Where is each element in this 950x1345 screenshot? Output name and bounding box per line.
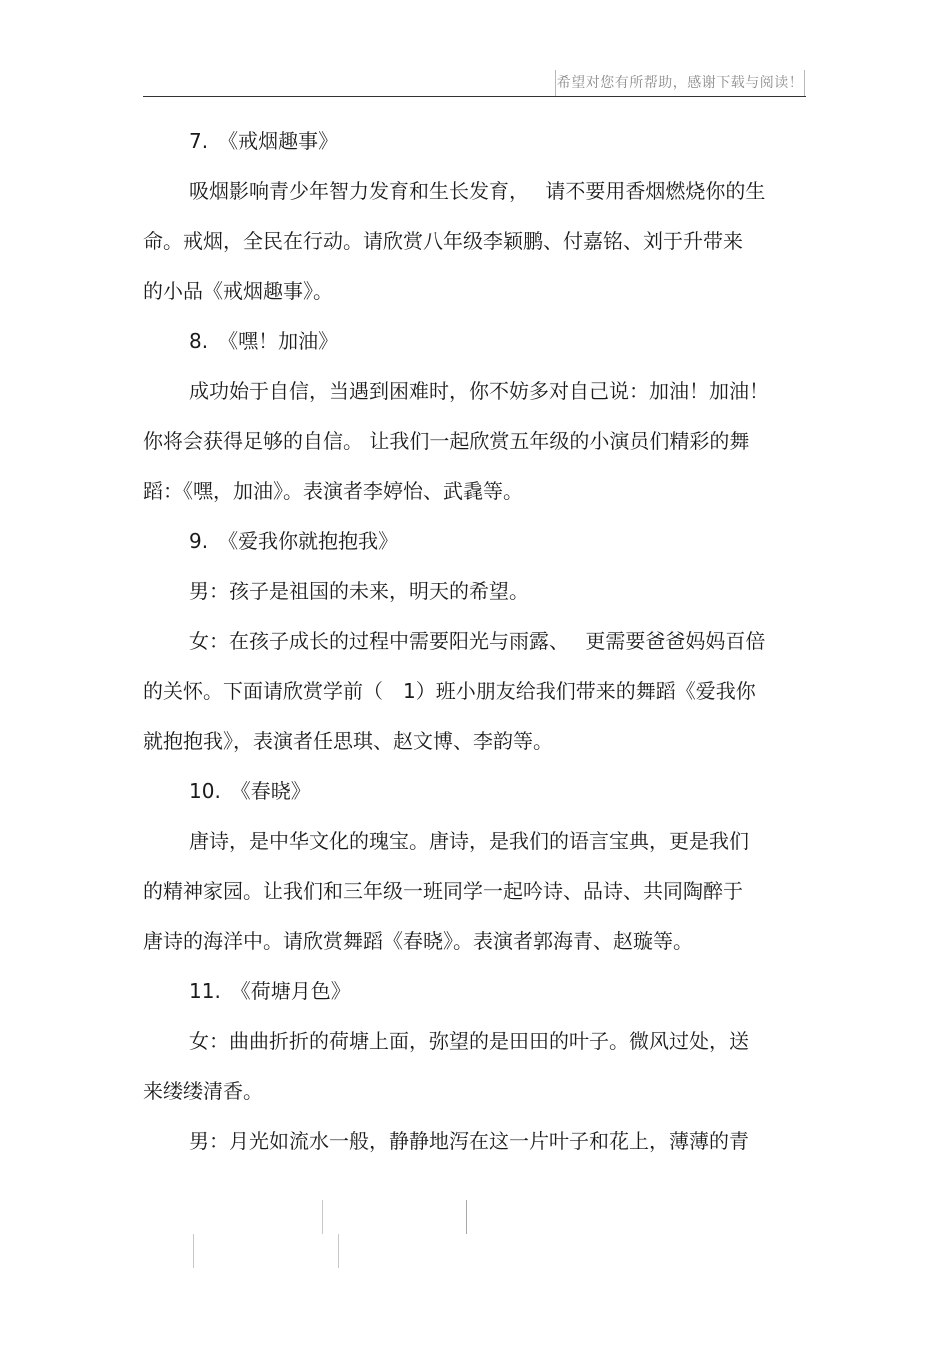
footer-mark — [193, 1234, 194, 1268]
paragraph-line: 男：月光如流水一般，静静地泻在这一片叶子和花上，薄薄的青 — [189, 1129, 749, 1153]
document-body — [143, 116, 803, 1166]
section-heading-8: 8. 《嘿！加油》 — [189, 329, 339, 353]
footer-mark — [338, 1234, 339, 1268]
paragraph-line: 命。戒烟，全民在行动。请欣赏八年级李颖鹏、付嘉铭、刘于升带来 — [143, 229, 743, 253]
paragraph-line: 的关怀。下面请欣赏学前（ 1）班小朋友给我们带来的舞蹈《爱我你 — [143, 679, 756, 703]
footer-mark — [322, 1200, 323, 1234]
paragraph-line: 男：孩子是祖国的未来，明天的希望。 — [189, 579, 529, 603]
header-note: 希望对您有所帮助，感谢下载与阅读！ — [555, 70, 805, 96]
paragraph-line: 女：曲曲折折的荷塘上面，弥望的是田田的叶子。微风过处，送 — [189, 1029, 749, 1053]
paragraph-line: 吸烟影响青少年智力发育和生长发育， 请不要用香烟燃烧你的生 — [189, 179, 766, 203]
header-divider — [143, 96, 806, 97]
section-heading-11: 11. 《荷塘月色》 — [189, 979, 351, 1003]
paragraph-line: 唐诗的海洋中。请欣赏舞蹈《春晓》。表演者郭海青、赵璇等。 — [143, 929, 693, 953]
paragraph-line: 女：在孩子成长的过程中需要阳光与雨露、 更需要爸爸妈妈百倍 — [189, 629, 766, 653]
paragraph-line: 来缕缕清香。 — [143, 1079, 263, 1103]
section-heading-7: 7. 《戒烟趣事》 — [189, 129, 339, 153]
footer-mark — [466, 1200, 467, 1234]
section-heading-10: 10. 《春晓》 — [189, 779, 311, 803]
paragraph-line: 就抱抱我》，表演者任思琪、赵文博、李韵等。 — [143, 729, 553, 753]
paragraph-line: 的精神家园。让我们和三年级一班同学一起吟诗、品诗、共同陶醉于 — [143, 879, 743, 903]
paragraph-line: 蹈：《嘿，加油》。表演者李婷怡、武毳等。 — [143, 479, 523, 503]
paragraph-line: 你将会获得足够的自信。 让我们一起欣赏五年级的小演员们精彩的舞 — [143, 429, 750, 453]
paragraph-line: 唐诗，是中华文化的瑰宝。唐诗，是我们的语言宝典，更是我们 — [189, 829, 749, 853]
paragraph-line: 的小品《戒烟趣事》。 — [143, 279, 333, 303]
section-heading-9: 9. 《爱我你就抱抱我》 — [189, 529, 399, 553]
paragraph-line: 成功始于自信，当遇到困难时，你不妨多对自己说：加油！加油！ — [189, 379, 769, 403]
